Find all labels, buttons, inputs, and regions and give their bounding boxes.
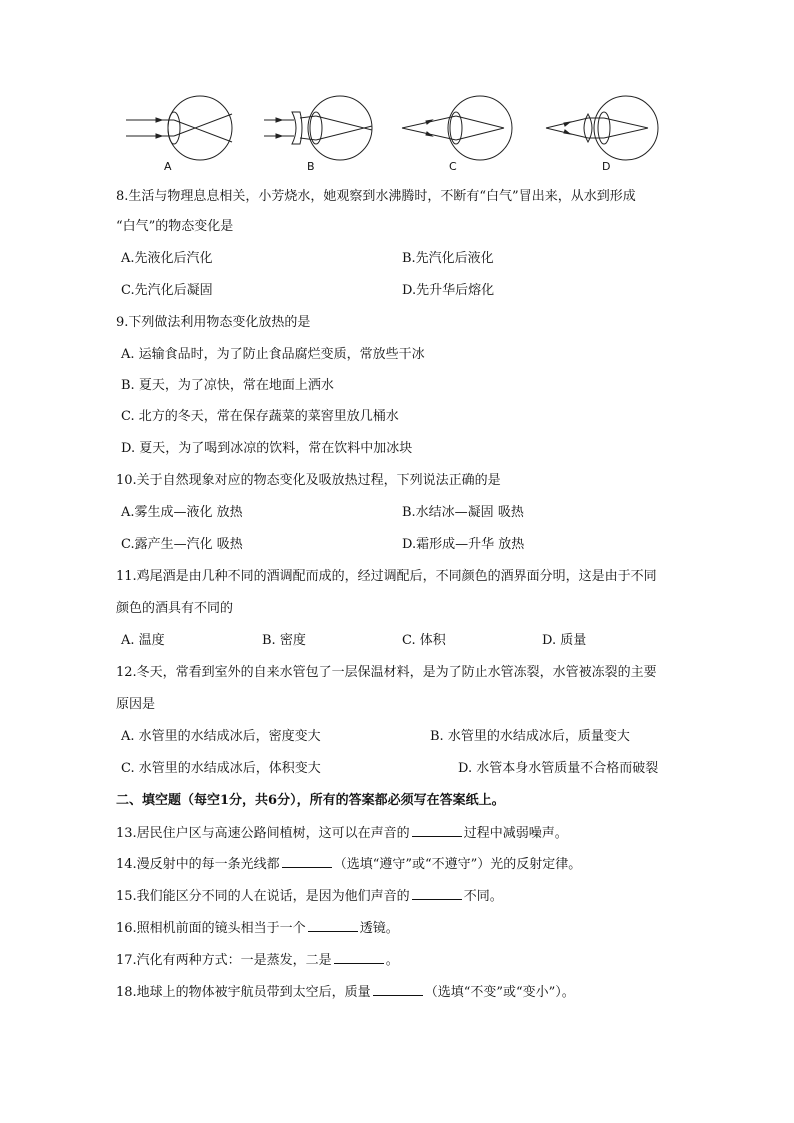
q8-option-b: B.先汽化后液化 bbox=[402, 251, 494, 266]
q14-blank[interactable] bbox=[282, 855, 332, 868]
q10-option-b: B.水结冰—凝固 吸热 bbox=[402, 505, 524, 520]
q12-stem-line2: 原因是 bbox=[116, 697, 156, 712]
q15 bbox=[116, 887, 503, 906]
q8-stem-line1: 8.生活与物理息息相关，小芳烧水，她观察到水沸腾时，不断有“白气”冒出来，从水到形成 bbox=[116, 189, 636, 204]
q9-stem: 9.下列做法利用物态变化放热的是 bbox=[116, 315, 311, 330]
q9-option-d: D. 夏天，为了喝到冰凉的饮料，常在饮料中加冰块 bbox=[121, 441, 413, 456]
diagram-label-a: A bbox=[164, 160, 172, 173]
q14-text-before: 14.漫反射中的每一条光线都 bbox=[116, 857, 280, 872]
q14 bbox=[116, 855, 581, 874]
q9-option-c: C. 北方的冬天，常在保存蔬菜的菜窖里放几桶水 bbox=[121, 409, 399, 424]
q10-stem: 10.关于自然现象对应的物态变化及吸放热过程，下列说法正确的是 bbox=[116, 473, 501, 488]
q13-blank[interactable] bbox=[412, 824, 462, 837]
diagram-label-d: D bbox=[602, 160, 611, 173]
q11-option-b: B. 密度 bbox=[262, 633, 306, 648]
q12-option-b: B. 水管里的水结成冰后，质量变大 bbox=[430, 729, 630, 744]
q8-option-d: D.先升华后熔化 bbox=[402, 283, 495, 298]
q14-text-after: （选填“遵守”或“不遵守”）光的反射定律。 bbox=[333, 857, 582, 872]
section2-title: 二、填空题（每空1分，共6分），所有的答案都必须写在答案纸上。 bbox=[116, 793, 505, 808]
q12-option-a: A. 水管里的水结成冰后，密度变大 bbox=[121, 729, 321, 744]
q11-option-c: C. 体积 bbox=[402, 633, 446, 648]
q16-text-before: 16.照相机前面的镜头相当于一个 bbox=[116, 921, 306, 936]
eye-diagram-c bbox=[402, 96, 512, 160]
q13 bbox=[116, 824, 568, 843]
q10-option-d: D.霜形成—升华 放热 bbox=[402, 537, 525, 552]
q16 bbox=[116, 919, 399, 938]
eye-diagram-a bbox=[126, 96, 232, 160]
q12-stem-line1: 12.冬天，常看到室外的自来水管包了一层保温材料，是为了防止水管冻裂，水管被冻裂的主要 bbox=[116, 665, 657, 680]
q18-blank[interactable] bbox=[373, 983, 423, 996]
q13-text-before: 13.居民住户区与高速公路间植树，这可以在声音的 bbox=[116, 826, 410, 841]
eye-diagram-d bbox=[546, 96, 658, 160]
q11-stem-line1: 11.鸡尾酒是由几种不同的酒调配而成的，经过调配后，不同颜色的酒界面分明，这是由于不同 bbox=[116, 569, 657, 584]
q17-blank[interactable] bbox=[334, 951, 384, 964]
q17-text-before: 17.汽化有两种方式：一是蒸发，二是 bbox=[116, 953, 332, 968]
diagram-label-c: C bbox=[449, 160, 457, 173]
q18-text-before: 18.地球上的物体被宇航员带到太空后，质量 bbox=[116, 985, 371, 1000]
q9-option-b: B. 夏天，为了凉快，常在地面上洒水 bbox=[121, 378, 334, 393]
q16-text-after: 透镜。 bbox=[359, 921, 399, 936]
q15-blank[interactable] bbox=[412, 887, 462, 900]
eye-diagram-b bbox=[264, 96, 372, 160]
eye-diagrams bbox=[118, 92, 678, 164]
q11-stem-line2: 颜色的酒具有不同的 bbox=[116, 601, 234, 616]
q15-text-before: 15.我们能区分不同的人在说话，是因为他们声音的 bbox=[116, 889, 410, 904]
q15-text-after: 不同。 bbox=[463, 889, 503, 904]
q8-stem-line2: “白气”的物态变化是 bbox=[116, 219, 234, 234]
q11-option-a: A. 温度 bbox=[121, 633, 165, 648]
q12-option-d: D. 水管本身水管质量不合格而破裂 bbox=[458, 761, 659, 776]
diagram-label-b: B bbox=[307, 160, 315, 173]
q18-text-after: （选填“不变”或“变小”）。 bbox=[424, 985, 575, 1000]
q11-option-d: D. 质量 bbox=[542, 633, 587, 648]
q17-text-after: 。 bbox=[385, 953, 399, 968]
q12-option-c: C. 水管里的水结成冰后，体积变大 bbox=[121, 761, 321, 776]
q17 bbox=[116, 951, 399, 970]
q18 bbox=[116, 983, 575, 1002]
q8-option-c: C.先汽化后凝固 bbox=[121, 283, 213, 298]
q16-blank[interactable] bbox=[308, 919, 358, 932]
q8-option-a: A.先液化后汽化 bbox=[121, 251, 213, 266]
q10-option-a: A.雾生成—液化 放热 bbox=[121, 505, 243, 520]
q9-option-a: A. 运输食品时，为了防止食品腐烂变质，常放些干冰 bbox=[121, 347, 425, 362]
q13-text-after: 过程中减弱噪声。 bbox=[463, 826, 568, 841]
q10-option-c: C.露产生—汽化 吸热 bbox=[121, 537, 243, 552]
